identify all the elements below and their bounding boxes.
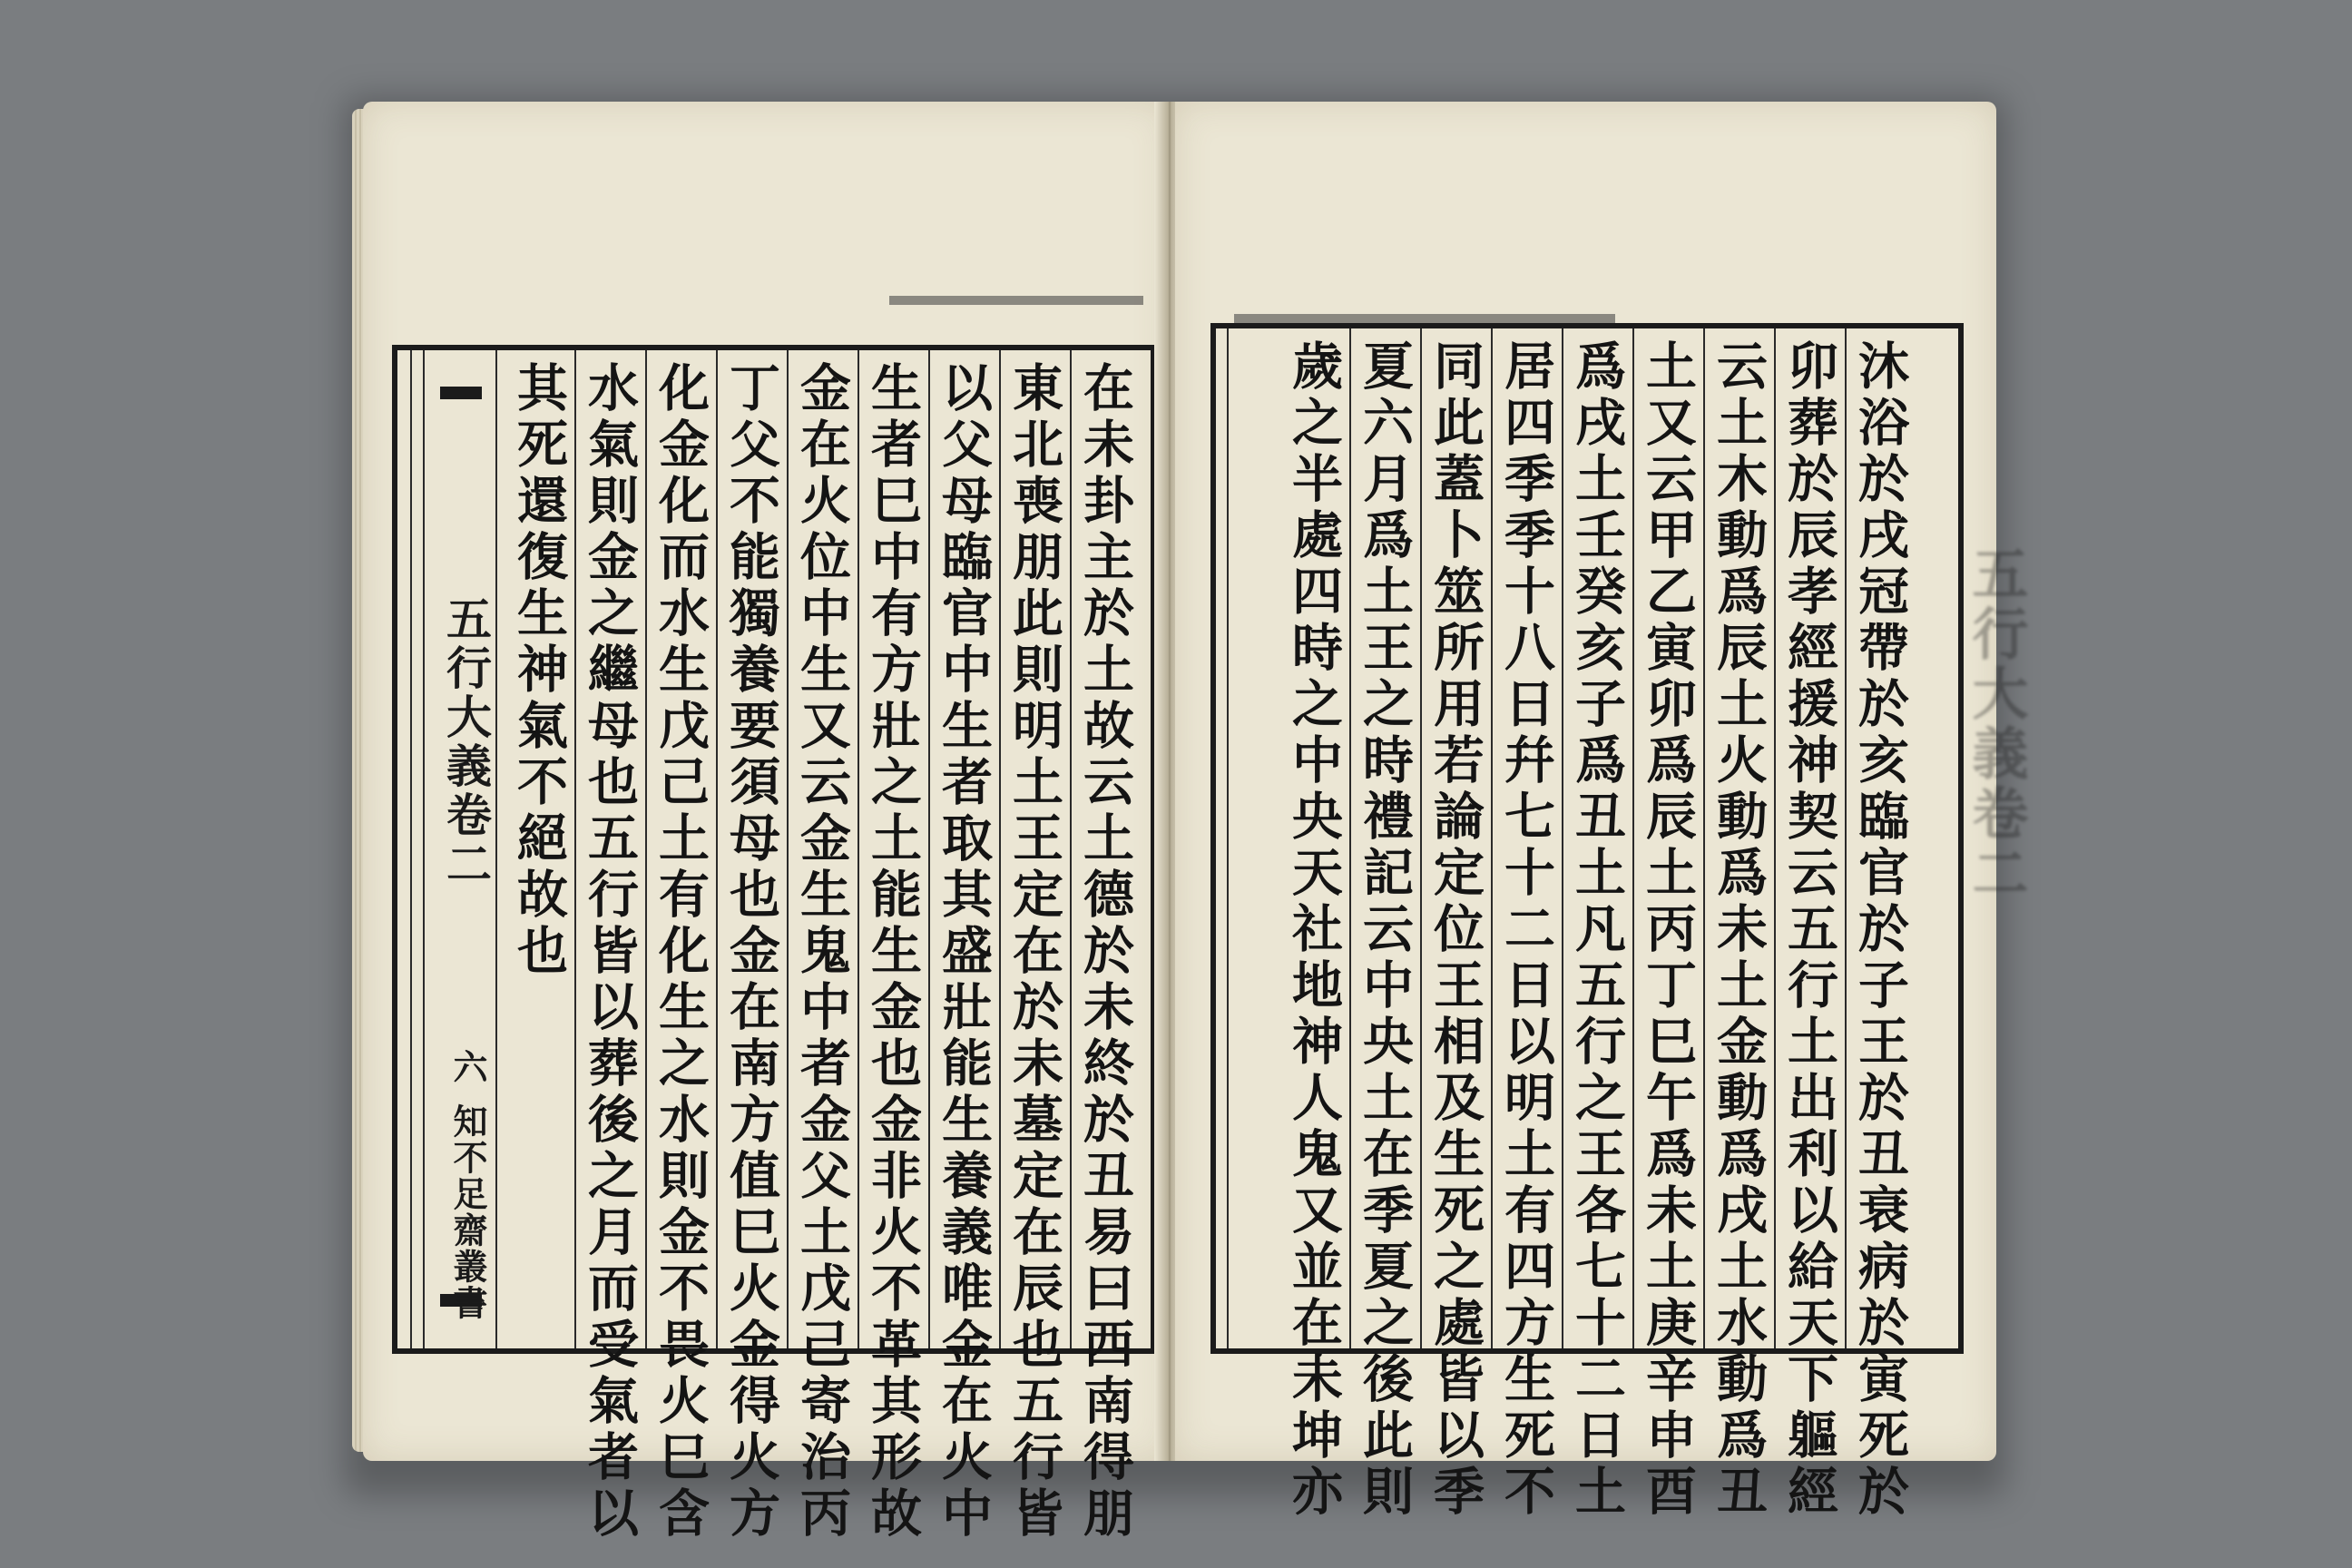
text-column-9: 其死還復生神氣不絕故也 xyxy=(509,361,569,980)
left-banxin xyxy=(426,350,495,1348)
text-column-9: 歲之半處四時之中央天社地神人鬼又並在未坤亦 xyxy=(1284,339,1344,1521)
text-column-2: 卯葬於辰孝經援神契云五行土出利以給天下軀經 xyxy=(1779,339,1839,1521)
right-page-frame xyxy=(1210,323,1964,1521)
text-column-3: 云土木動爲辰土火動爲未土金動爲戌土水動爲丑 xyxy=(1709,339,1769,1521)
text-column-7: 化金化而水生戊己土有化生之水則金不畏火巳含 xyxy=(651,361,710,1543)
text-column-7: 同此蓋卜筮所用若論定位王相及生死之處皆以季 xyxy=(1426,339,1485,1521)
bleed-through-margin-title: 五行大義卷二 xyxy=(1963,544,2029,904)
text-column-6: 居四季季十八日幷七十二日以明土有四方生死不 xyxy=(1496,339,1556,1521)
left-page-frame xyxy=(392,345,1156,1543)
text-column-3: 以父母臨官中生者取其盛壯能生養義唯金在火中 xyxy=(934,361,994,1543)
text-column-8: 水氣則金之繼母也五行皆以葬後之月而受氣者以 xyxy=(580,361,640,1543)
text-column-4: 土又云甲乙寅卯爲辰土丙丁巳午爲未土庚辛申酉 xyxy=(1638,339,1698,1521)
text-column-2: 東北喪朋此則明土王定在於未墓定在辰也五行皆 xyxy=(1004,361,1064,1543)
text-column-1: 在未卦主於土故云土德於未終於丑易曰西南得朋 xyxy=(1075,361,1135,1543)
text-column-8: 夏六月爲土王之時禮記云中央土在季夏之後此則 xyxy=(1355,339,1415,1521)
publisher-imprint: 知不足齋叢書 xyxy=(447,1103,488,1321)
text-column-5: 金在火位中生又云金生鬼中者金父土戊己寄治丙 xyxy=(792,361,852,1543)
ink-smudge-right xyxy=(1234,314,1615,323)
text-column-5: 爲戌土壬癸亥子爲丑土凡五行之王各七十二日土 xyxy=(1567,339,1627,1521)
folio-number: 六 xyxy=(447,1049,488,1085)
text-column-4: 生者巳中有方壯之土能生金也金非火不革其形故 xyxy=(863,361,923,1543)
text-column-6: 丁父不能獨養要須母也金在南方值巳火金得火方 xyxy=(721,361,781,1543)
ink-smudge-left xyxy=(889,296,1143,305)
margin-title: 五行大義卷二 xyxy=(439,595,493,889)
text-column-1: 沐浴於戌冠帶於亥臨官於子王於丑衰病於寅死於 xyxy=(1850,339,1910,1521)
